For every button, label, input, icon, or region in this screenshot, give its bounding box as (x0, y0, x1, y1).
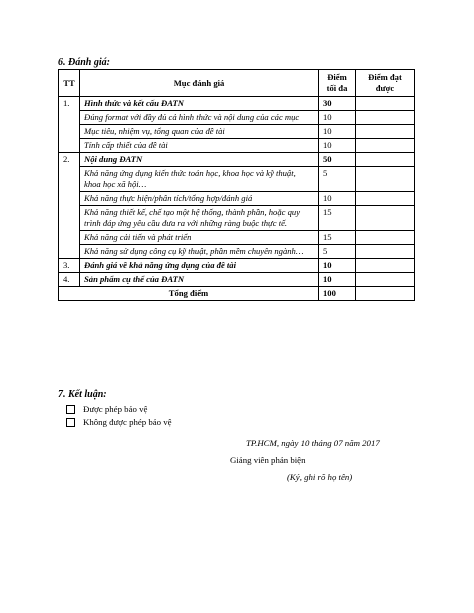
option-allowed[interactable] (66, 404, 147, 414)
item-max: 10 (319, 125, 356, 139)
item-got-cell[interactable] (356, 167, 415, 192)
header-max (319, 70, 356, 97)
group4-got-cell[interactable] (356, 273, 415, 287)
checkbox-not-allowed[interactable] (66, 418, 75, 427)
group4-tt: 4. (59, 273, 80, 287)
item-max: 5 (319, 167, 356, 192)
item-label: Khả năng cải tiến và phát triển (80, 231, 319, 245)
item-got-cell[interactable] (356, 125, 415, 139)
header-got (356, 70, 415, 97)
header-got-line2: được (375, 83, 395, 93)
item-got-cell[interactable] (356, 192, 415, 206)
group1-max: 30 (319, 97, 356, 111)
total-label: Tổng điểm (59, 287, 319, 301)
table-row (59, 167, 415, 192)
item-label: Khả năng ứng dụng kiến thức toán học, khoa học và kỹ thuật, khoa học xã hội… (80, 167, 319, 192)
header-item: Mục đánh giá (80, 70, 319, 97)
signature-note: (Ký, ghi rõ họ tên) (287, 472, 353, 482)
table-header-row (59, 70, 415, 97)
item-label: Khả năng thực hiện/phân tích/tổng hợp/đánh giá (80, 192, 319, 206)
section-7-title: 7. Kết luận: (58, 389, 107, 400)
group2-tt: 2. (59, 153, 80, 259)
group2-max: 50 (319, 153, 356, 167)
table-row (59, 273, 415, 287)
header-got-line1: Điểm đạt (368, 72, 402, 82)
table-row (59, 139, 415, 153)
item-max: 10 (319, 139, 356, 153)
item-max: 15 (319, 231, 356, 245)
total-max: 100 (319, 287, 356, 301)
table-row (59, 111, 415, 125)
group2-label: Nội dung ĐATN (80, 153, 319, 167)
group3-label: Đánh giá về khả năng ứng dụng của đề tài (80, 259, 319, 273)
option-allowed-label: Được phép bảo vệ (83, 404, 148, 414)
table-row (59, 192, 415, 206)
item-got-cell[interactable] (356, 139, 415, 153)
option-not-allowed[interactable] (66, 417, 172, 427)
item-label: Khả năng thiết kế, chế tạo một hệ thống, thành phần, hoặc quy trình đáp ứng yêu cầu đưa ra với những ràng buộc thực tế. (80, 206, 319, 231)
header-max-line2: tối đa (326, 83, 348, 93)
checkbox-allowed[interactable] (66, 405, 75, 414)
option-not-allowed-label: Không được phép bảo vệ (83, 417, 172, 427)
table-row (59, 97, 415, 111)
item-got-cell[interactable] (356, 245, 415, 259)
item-got-cell[interactable] (356, 231, 415, 245)
evaluation-table (58, 69, 415, 301)
group3-tt: 3. (59, 259, 80, 273)
group2-got-cell[interactable] (356, 153, 415, 167)
group1-label: Hình thức và kết cấu ĐATN (80, 97, 319, 111)
item-max: 10 (319, 192, 356, 206)
item-max: 15 (319, 206, 356, 231)
item-got-cell[interactable] (356, 111, 415, 125)
signature-date: TP.HCM, ngày 10 tháng 07 năm 2017 (246, 438, 380, 448)
group4-max: 10 (319, 273, 356, 287)
table-row (59, 153, 415, 167)
header-tt: TT (59, 70, 80, 97)
item-label: Đúng format với đầy đủ cả hình thức và nội dung của các mục (80, 111, 319, 125)
table-row (59, 231, 415, 245)
table-total-row (59, 287, 415, 301)
group3-got-cell[interactable] (356, 259, 415, 273)
group3-max: 10 (319, 259, 356, 273)
signature-role: Giảng viên phản biện (230, 455, 306, 465)
group1-tt: 1. (59, 97, 80, 153)
header-max-line1: Điểm (327, 72, 347, 82)
item-label: Tính cấp thiết của đề tài (80, 139, 319, 153)
total-got-cell[interactable] (356, 287, 415, 301)
item-label: Mục tiêu, nhiệm vụ, tổng quan của đề tài (80, 125, 319, 139)
item-label: Khả năng sử dụng công cụ kỹ thuật, phần mềm chuyên ngành… (80, 245, 319, 259)
item-got-cell[interactable] (356, 206, 415, 231)
section-6-title: 6. Đánh giá: (58, 57, 110, 68)
table-row (59, 206, 415, 231)
item-max: 5 (319, 245, 356, 259)
group1-got-cell[interactable] (356, 97, 415, 111)
table-row (59, 245, 415, 259)
group4-label: Sản phẩm cụ thể của ĐATN (80, 273, 319, 287)
item-max: 10 (319, 111, 356, 125)
table-row (59, 259, 415, 273)
table-row (59, 125, 415, 139)
